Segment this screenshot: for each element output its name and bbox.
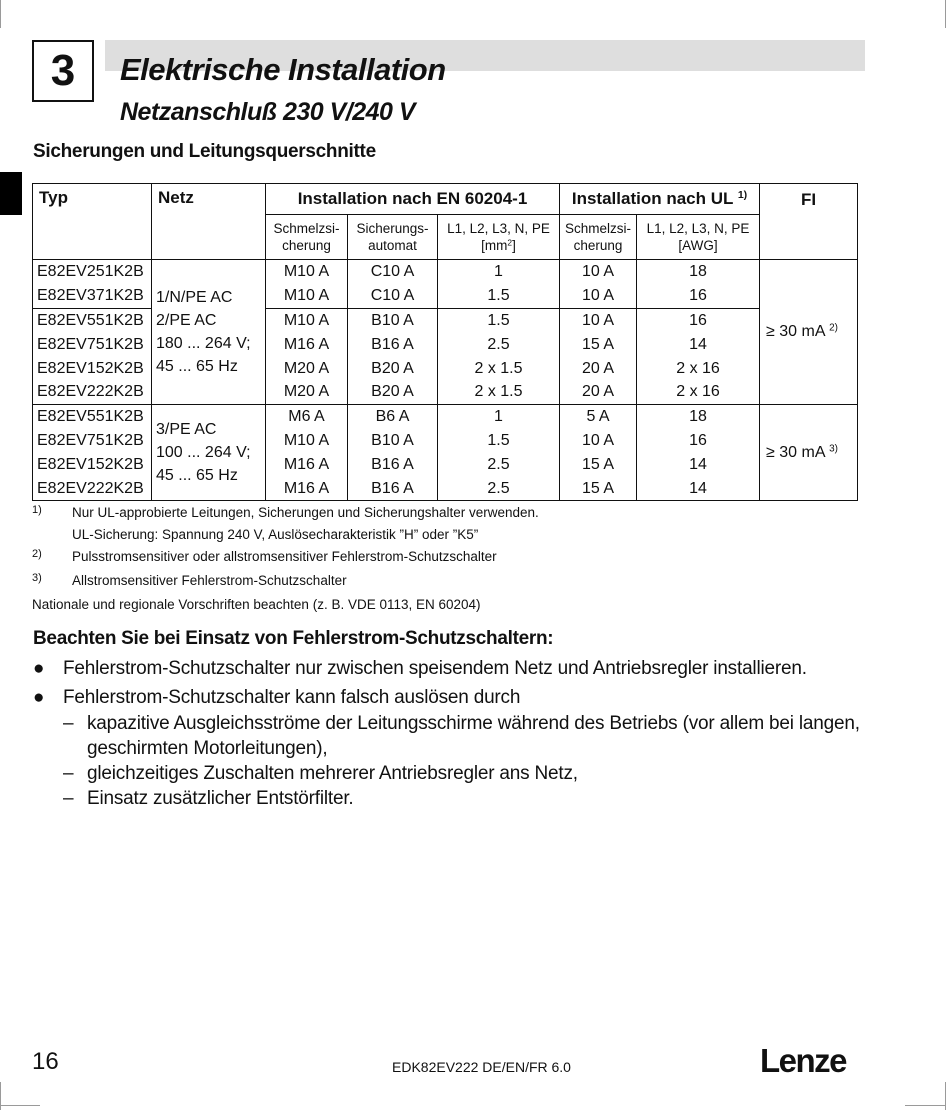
netz-line: 45 ... 65 Hz [156, 357, 238, 375]
footnote-text: Allstromsensitiver Fehlerstrom-Schutzschalter [72, 573, 347, 588]
sub-list-item [63, 761, 913, 786]
netz-line: 1/N/PE AC [156, 288, 233, 306]
cell-ul-awg: 16 [637, 429, 760, 453]
cell-ul-awg: 14 [637, 332, 760, 356]
cell-fi-group2 [760, 404, 858, 500]
cell-ul-fuse: 15 A [560, 476, 637, 500]
chapter-number: 3 [32, 40, 94, 102]
cell-ul-fuse: 20 A [560, 380, 637, 404]
cell-ul-fuse: 5 A [560, 404, 637, 428]
cell-ul-awg: 18 [637, 260, 760, 284]
cell-typ: E82EV222K2B [33, 476, 152, 500]
list-item-text: Fehlerstrom-Schutzschalter kann falsch auslösen durch [63, 687, 521, 708]
column-header-netz: Netz [152, 184, 266, 260]
header-line: cherung [573, 238, 623, 253]
section-heading: Sicherungen und Leitungsquerschnitte [33, 141, 376, 162]
cell-en-fuse: M10 A [266, 284, 348, 308]
fuse-table [32, 183, 858, 501]
crop-mark [0, 1105, 40, 1106]
note-text: Nationale und regionale Vorschriften beachten (z. B. VDE 0113, EN 60204) [32, 597, 481, 612]
cell-en-breaker: B16 A [348, 332, 438, 356]
cell-typ: E82EV551K2B [33, 404, 152, 428]
crop-mark [945, 1082, 946, 1110]
cell-en-cable: 1.5 [438, 284, 560, 308]
unit-superscript: 2 [507, 237, 513, 248]
cell-ul-awg: 2 x 16 [637, 380, 760, 404]
header-line: L1, L2, L3, N, PE [447, 221, 550, 236]
cell-ul-fuse: 10 A [560, 260, 637, 284]
cell-en-fuse: M10 A [266, 260, 348, 284]
header-line: Schmelzsi- [565, 221, 632, 236]
sub-list-item-text: gleichzeitiges Zuschalten mehrerer Antriebsregler ans Netz, [87, 763, 578, 784]
cell-fi-group1 [760, 260, 858, 405]
footnote-3 [32, 571, 912, 595]
table-row [33, 404, 858, 428]
cell-en-fuse: M16 A [266, 332, 348, 356]
footnote-1-continued [32, 525, 912, 547]
table-row [33, 260, 858, 284]
footnote-ref: 3) [829, 443, 838, 455]
column-header-ul-cable [637, 215, 760, 260]
lenze-logo: Lenze [760, 1042, 847, 1079]
netz-line: 100 ... 264 V; [156, 443, 251, 461]
footnotes [32, 503, 912, 617]
header-line: automat [368, 238, 417, 253]
footnote-mark: 3) [32, 572, 42, 584]
netz-line: 180 ... 264 V; [156, 334, 251, 352]
regulation-note [32, 595, 912, 617]
cell-en-cable: 2 x 1.5 [438, 356, 560, 380]
cell-en-breaker: B20 A [348, 356, 438, 380]
cell-typ: E82EV751K2B [33, 429, 152, 453]
cell-en-breaker: C10 A [348, 284, 438, 308]
header-line: cherung [282, 238, 331, 253]
cell-en-cable: 2.5 [438, 452, 560, 476]
cell-ul-fuse: 10 A [560, 429, 637, 453]
cell-en-breaker: B16 A [348, 476, 438, 500]
chapter-side-tab [0, 172, 22, 215]
netz-line: 2/PE AC [156, 311, 217, 329]
cell-typ: E82EV222K2B [33, 380, 152, 404]
header-line: Sicherungs- [356, 221, 429, 236]
cell-en-cable: 2.5 [438, 332, 560, 356]
cell-ul-awg: 2 x 16 [637, 356, 760, 380]
cell-en-fuse: M16 A [266, 476, 348, 500]
cell-typ: E82EV251K2B [33, 260, 152, 284]
bullet-icon: ● [33, 687, 45, 708]
footnote-mark: 2) [32, 548, 42, 560]
warning-heading: Beachten Sie bei Einsatz von Fehlerstrom-Schutzschaltern: [33, 628, 554, 649]
warning-list [33, 656, 913, 811]
cell-ul-awg: 14 [637, 452, 760, 476]
header-line: L1, L2, L3, N, PE [646, 221, 750, 236]
crop-mark [0, 0, 1, 28]
list-item [33, 685, 913, 711]
cell-en-breaker: B20 A [348, 380, 438, 404]
cell-en-cable: 2.5 [438, 476, 560, 500]
cell-en-fuse: M10 A [266, 308, 348, 332]
column-header-en-fuse [266, 215, 348, 260]
dash-icon: – [63, 763, 74, 784]
footnote-text: UL-Sicherung: Spannung 240 V, Auslösecharakteristik ”H” oder ”K5” [72, 527, 479, 542]
cell-en-breaker: B10 A [348, 429, 438, 453]
sub-list-item-text: kapazitive Ausgleichsströme der Leitungsschirme während des Betriebs (vor allem bei langen, geschirmten Motorleitungen), [87, 713, 860, 759]
sub-list-item [63, 711, 863, 761]
footnote-ref: 1) [737, 189, 748, 202]
header-line: Schmelzsi- [273, 221, 340, 236]
header-line: [AWG] [678, 238, 718, 253]
footnote-text: Pulsstromsensitiver oder allstromsensitiver Fehlerstrom-Schutzschalter [72, 549, 497, 564]
page-subtitle: Netzanschluß 230 V/240 V [120, 98, 416, 126]
document-code: EDK82EV222 DE/EN/FR 6.0 [392, 1059, 571, 1075]
cell-netz-group1 [152, 260, 266, 405]
cell-typ: E82EV551K2B [33, 308, 152, 332]
column-group-ul-label: Installation nach UL [571, 189, 734, 208]
bullet-icon: ● [33, 658, 45, 679]
cell-en-cable: 1 [438, 404, 560, 428]
cell-ul-awg: 18 [637, 404, 760, 428]
cell-typ: E82EV152K2B [33, 452, 152, 476]
fi-value: ≥ 30 mA [766, 323, 825, 341]
crop-mark [905, 1105, 945, 1106]
fi-value: ≥ 30 mA [766, 443, 825, 461]
cell-en-cable: 1 [438, 260, 560, 284]
dash-icon: – [63, 713, 74, 734]
column-header-en-cable [438, 215, 560, 260]
column-header-fi: FI [760, 184, 858, 260]
cell-ul-awg: 16 [637, 308, 760, 332]
cell-en-breaker: C10 A [348, 260, 438, 284]
footnote-ref: 2) [829, 322, 838, 334]
cell-typ: E82EV152K2B [33, 356, 152, 380]
cell-en-breaker: B6 A [348, 404, 438, 428]
cell-ul-fuse: 10 A [560, 284, 637, 308]
crop-mark [945, 0, 946, 28]
cell-ul-fuse: 15 A [560, 452, 637, 476]
cell-ul-awg: 14 [637, 476, 760, 500]
cell-en-cable: 1.5 [438, 308, 560, 332]
footnote-1 [32, 503, 912, 525]
dash-icon: – [63, 788, 74, 809]
column-header-typ: Typ [33, 184, 152, 260]
footnote-mark: 1) [32, 504, 42, 516]
header-line: [mm [481, 238, 508, 253]
cell-en-breaker: B10 A [348, 308, 438, 332]
sub-list-item [63, 786, 913, 811]
cell-en-fuse: M20 A [266, 356, 348, 380]
column-header-ul-fuse [560, 215, 637, 260]
cell-typ: E82EV751K2B [33, 332, 152, 356]
header-line: ] [512, 238, 516, 253]
column-group-ul [560, 184, 760, 215]
cell-en-cable: 2 x 1.5 [438, 380, 560, 404]
list-item [33, 656, 913, 682]
cell-en-breaker: B16 A [348, 452, 438, 476]
column-group-en60204: Installation nach EN 60204-1 [266, 184, 560, 215]
footnote-2 [32, 547, 912, 571]
cell-en-cable: 1.5 [438, 429, 560, 453]
page-number: 16 [32, 1048, 59, 1075]
cell-en-fuse: M16 A [266, 452, 348, 476]
page-title: Elektrische Installation [120, 52, 446, 87]
cell-en-fuse: M20 A [266, 380, 348, 404]
netz-line: 45 ... 65 Hz [156, 466, 238, 484]
footnote-text: Nur UL-approbierte Leitungen, Sicherungen und Sicherungshalter verwenden. [72, 505, 539, 520]
cell-en-fuse: M6 A [266, 404, 348, 428]
cell-ul-awg: 16 [637, 284, 760, 308]
cell-en-fuse: M10 A [266, 429, 348, 453]
list-item-text: Fehlerstrom-Schutzschalter nur zwischen speisendem Netz und Antriebsregler installieren. [63, 658, 807, 679]
netz-line: 3/PE AC [156, 420, 217, 438]
column-header-en-breaker [348, 215, 438, 260]
cell-ul-fuse: 20 A [560, 356, 637, 380]
cell-ul-fuse: 15 A [560, 332, 637, 356]
sub-list-item-text: Einsatz zusätzlicher Entstörfilter. [87, 788, 354, 809]
cell-ul-fuse: 10 A [560, 308, 637, 332]
cell-netz-group2 [152, 404, 266, 500]
cell-typ: E82EV371K2B [33, 284, 152, 308]
